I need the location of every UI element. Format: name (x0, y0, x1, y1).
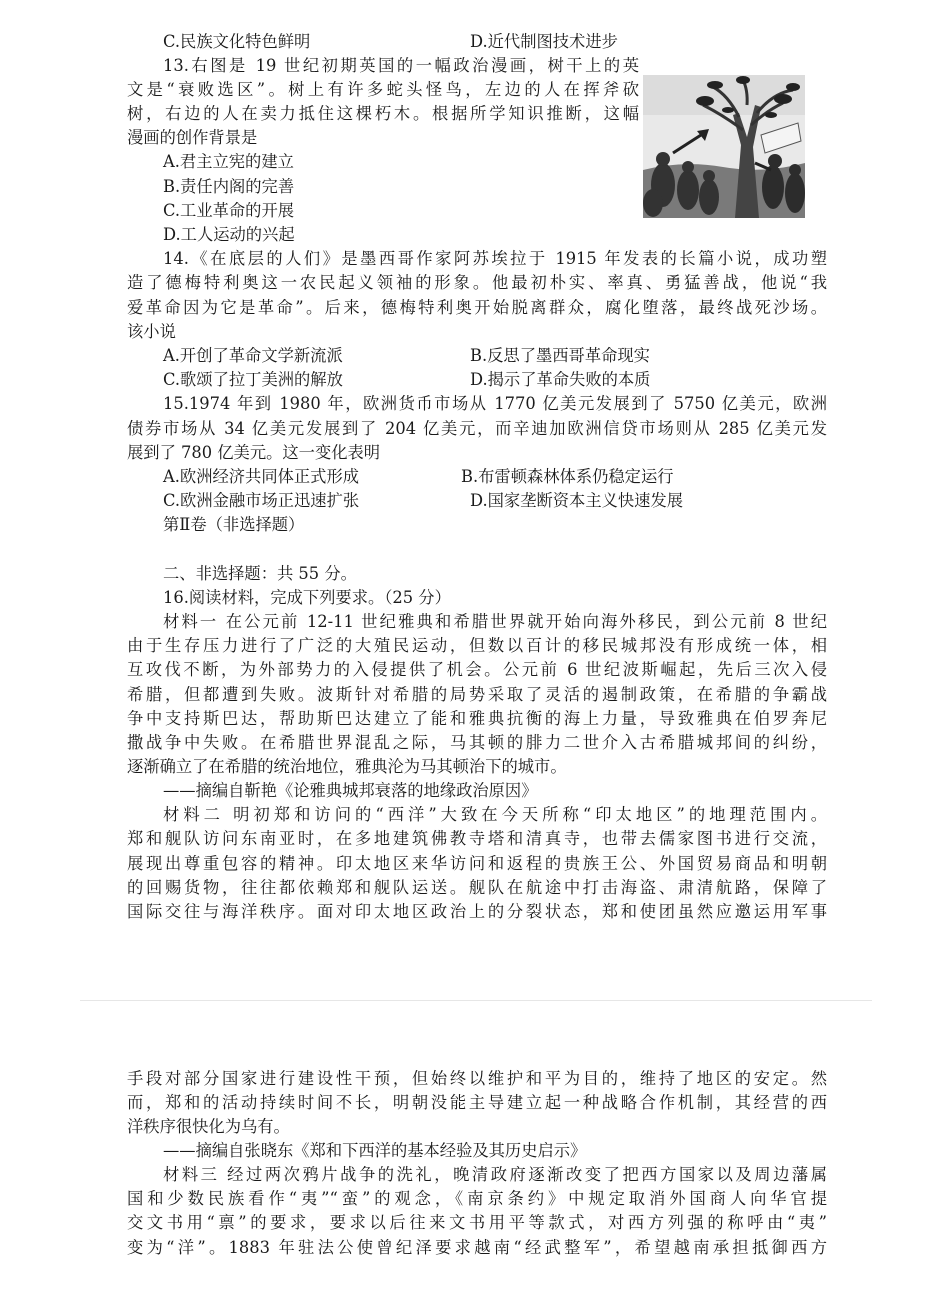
material1-line: 材料一 在公元前 12-11 世纪雅典和希腊世界就开始向海外移民，到公元前 8 世纪 (163, 612, 827, 631)
material1-line: 争中支持斯巴达，帮助斯巴达建立了能和雅典抗衡的海上力量，导致雅典在伯罗奔尼 (127, 709, 827, 728)
q13-stem-line: 文是“衰败选区”。树上有许多蛇头怪鸟，左边的人在挥斧砍 (127, 80, 639, 99)
q13-stem-line: 树，右边的人在卖力抵住这棵朽木。根据所学知识推断，这幅 (127, 104, 639, 123)
q12-option-c: C.民族文化特色鲜明 (163, 32, 311, 51)
material3-line: 变为“洋”。1883 年驻法公使曾纪泽要求越南“经武整军”，希望越南承担抵御西方 (127, 1238, 827, 1257)
material2-source: ——摘编自张晓东《郑和下西洋的基本经验及其历史启示》 (163, 1141, 587, 1160)
q15-option-d: D.国家垄断资本主义快速发展 (470, 491, 684, 510)
section-heading: 二、非选择题：共 55 分。 (163, 564, 357, 583)
material1-line: 由于生存压力进行了广泛的大殖民运动，但数以百计的移民城邦没有形成统一体，相 (127, 636, 827, 655)
q15-stem-line: 展到了 780 亿美元。这一变化表明 (127, 443, 381, 462)
material3-line: 交文书用“禀”的要求，要求以后往来文书用平等款式，对西方列强的称呼由“夷” (127, 1213, 827, 1232)
q12-option-d: D.近代制图技术进步 (470, 32, 618, 51)
material1-line: 撒战争中失败。在希腊世界混乱之际，马其顿的腓力二世介入古希腊城邦间的纠纷， (127, 733, 827, 752)
q13-stem-line: 13.右图是 19 世纪初期英国的一幅政治漫画，树干上的英 (163, 56, 639, 75)
q13-option-b: B.责任内阁的完善 (163, 177, 295, 196)
material1-source: ——摘编自靳艳《论雅典城邦衰落的地缘政治原因》 (163, 781, 538, 800)
material2-line: 材料二 明初郑和访问的“西洋”大致在今天所称“印太地区”的地理范围内。 (163, 805, 827, 824)
material2-line: 手段对部分国家进行建设性干预，但始终以维护和平为目的，维持了地区的安定。然 (127, 1069, 827, 1088)
material2-line: 国际交往与海洋秩序。面对印太地区政治上的分裂状态，郑和使团虽然应邀运用军事 (127, 902, 827, 921)
q15-option-c: C.欧洲金融市场正迅速扩张 (163, 491, 360, 510)
material2-line: 展现出尊重包容的精神。印太地区来华访问和返程的贵族王公、外国贸易商品和明朝 (127, 854, 827, 873)
material3-line: 材料三 经过两次鸦片战争的洗礼，晚清政府逐渐改变了把西方国家以及周边藩属 (163, 1165, 827, 1184)
q15-stem-line: 15.1974 年到 1980 年，欧洲货币市场从 1770 亿美元发展到了 5750 亿美元，欧洲 (163, 394, 827, 413)
q14-option-a: A.开创了革命文学新流派 (163, 346, 343, 365)
q14-stem-line: 爱革命因为它是革命”。后来，德梅特利奥开始脱离群众，腐化堕落，最终战死沙场。 (127, 298, 827, 317)
q14-stem-line: 该小说 (127, 322, 176, 341)
q14-stem-line: 14.《在底层的人们》是墨西哥作家阿苏埃拉于 1915 年发表的长篇小说，成功塑 (163, 249, 827, 268)
political-cartoon-image (643, 75, 805, 218)
q13-stem-line: 漫画的创作背景是 (127, 128, 258, 147)
material3-line: 国和少数民族看作“夷”“蛮”的观念，《南京条约》中规定取消外国商人向华官提 (127, 1189, 827, 1208)
page-divider (80, 1000, 872, 1001)
q13-option-a: A.君主立宪的建立 (163, 152, 294, 171)
material1-line: 希腊，但都遭到失败。波斯针对希腊的局势采取了灵活的遏制政策，在希腊的争霸战 (127, 685, 827, 704)
material2-line: 而，郑和的活动持续时间不长，明朝没能主导建立起一种战略合作机制，其经营的西 (127, 1093, 827, 1112)
q14-option-b: B.反思了墨西哥革命现实 (470, 346, 650, 365)
q14-option-c: C.歌颂了拉丁美洲的解放 (163, 370, 343, 389)
q15-option-b: B.布雷顿森林体系仍稳定运行 (461, 467, 674, 486)
material1-line: 逐渐确立了在希腊的统治地位，雅典沦为马其顿治下的城市。 (127, 757, 567, 776)
material2-line: 郑和舰队访问东南亚时，在多地建筑佛教寺塔和清真寺，也带去儒家图书进行交流， (127, 829, 827, 848)
material2-line: 的回赐货物，往往都依赖郑和舰队运送。舰队在航途中打击海盗、肃清航路，保障了 (127, 878, 827, 897)
volume-title: 第Ⅱ卷（非选择题） (163, 515, 305, 534)
q15-option-a: A.欧洲经济共同体正式形成 (163, 467, 360, 486)
q16-prompt: 16.阅读材料，完成下列要求。（25 分） (163, 588, 451, 607)
q15-stem-line: 债券市场从 34 亿美元发展到了 204 亿美元，而辛迪加欧洲信贷市场则从 285 亿美元发 (127, 419, 827, 438)
q13-option-d: D.工人运动的兴起 (163, 225, 295, 244)
material2-line: 洋秩序很快化为乌有。 (127, 1117, 290, 1136)
q14-option-d: D.揭示了革命失败的本质 (470, 370, 651, 389)
q13-option-c: C.工业革命的开展 (163, 201, 295, 220)
material1-line: 互攻伐不断，为外部势力的入侵提供了机会。公元前 6 世纪波斯崛起，先后三次入侵 (127, 660, 827, 679)
q14-stem-line: 造了德梅特利奥这一农民起义领袖的形象。他最初朴实、率真、勇猛善战，他说“我 (127, 273, 827, 292)
